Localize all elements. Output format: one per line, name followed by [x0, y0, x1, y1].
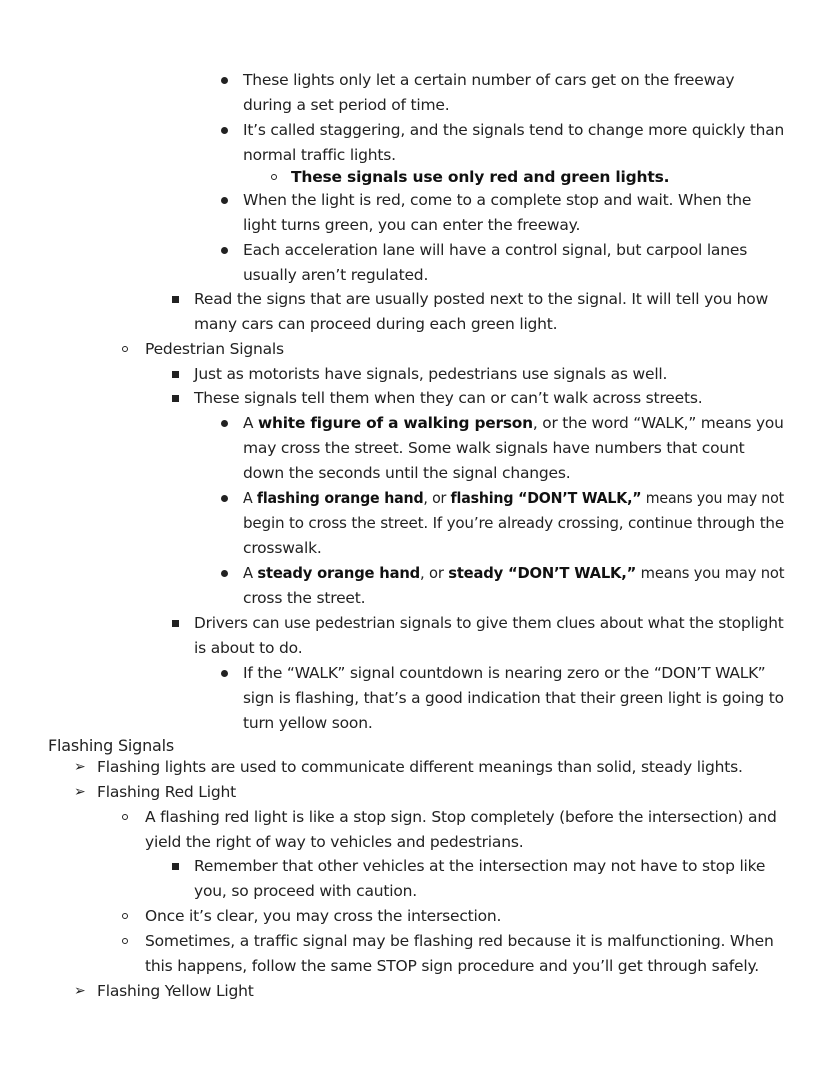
text-line: Just as motorists have signals, pedestrians use signals as well.: [194, 365, 668, 383]
text-run: , or the word “WALK,” means you: [532, 414, 784, 432]
bullet-circle-icon: [122, 814, 128, 820]
text-line: during a set period of time.: [243, 96, 450, 114]
text-line: light turns green, you can enter the freeway.: [243, 216, 581, 234]
text-run: , or: [423, 489, 451, 507]
text-line: Each acceleration lane will have a control signal, but carpool lanes: [243, 241, 748, 259]
bold-text: steady “DON’T WALK,”: [448, 564, 637, 582]
bullet-dot-icon: [221, 77, 228, 84]
text-line: this happens, follow the same STOP sign procedure and you’ll get through safely.: [145, 957, 759, 975]
bold-text: flashing “DON’T WALK,”: [450, 489, 642, 507]
text-line: many cars can proceed during each green light.: [194, 315, 558, 333]
text-line: When the light is red, come to a complete stop and wait. When the: [243, 191, 752, 209]
text-line: Pedestrian Signals: [145, 340, 284, 358]
text-line: sign is flashing, that’s a good indication that their green light is going to: [243, 689, 784, 707]
text-run: A: [243, 414, 259, 432]
text-line: A flashing red light is like a stop sign. Stop completely (before the intersection) and: [145, 808, 777, 826]
arrow-bullet-icon: ➢: [74, 759, 86, 775]
text-line: Flashing Red Light: [97, 783, 236, 801]
text-line: Once it’s clear, you may cross the intersection.: [145, 907, 502, 925]
text-line: Read the signs that are usually posted next to the signal. It will tell you how: [194, 290, 769, 308]
text-line: you, so proceed with caution.: [194, 882, 418, 900]
bullet-square-icon: [172, 296, 179, 303]
text-line: It’s called staggering, and the signals tend to change more quickly than: [243, 121, 785, 139]
text-line: Flashing Yellow Light: [97, 982, 254, 1000]
text-line: These signals tell them when they can or can’t walk across streets.: [194, 389, 703, 407]
text-line: begin to cross the street. If you’re already crossing, continue through the: [243, 514, 784, 532]
text-run: means you may not: [636, 564, 785, 582]
bullet-dot-icon: [221, 197, 228, 204]
text-run: A: [243, 489, 257, 507]
bullet-square-icon: [172, 395, 179, 402]
text-line: crosswalk.: [243, 539, 322, 557]
bold-text: steady orange hand: [257, 564, 421, 582]
bullet-square-icon: [172, 371, 179, 378]
text-line: turn yellow soon.: [243, 714, 373, 732]
bullet-dot-icon: [221, 670, 228, 677]
bullet-circle-icon: [122, 938, 128, 944]
bullet-dot-icon: [221, 420, 228, 427]
bullet-circle-icon: [122, 913, 128, 919]
text-line: is about to do.: [194, 639, 303, 657]
text-line: normal traffic lights.: [243, 146, 396, 164]
text-run: A: [243, 564, 258, 582]
text-line: [243, 486, 784, 511]
text-line: may cross the street. Some walk signals have numbers that count: [243, 439, 745, 457]
bullet-circle-icon: [271, 174, 277, 180]
bold-text: flashing orange hand: [256, 489, 424, 507]
text-line: Remember that other vehicles at the intersection may not have to stop like: [194, 857, 766, 875]
text-line: Sometimes, a traffic signal may be flashing red because it is malfunctioning. When: [145, 932, 774, 950]
bullet-dot-icon: [221, 495, 228, 502]
text-line: [243, 561, 784, 586]
text-line: These signals use only red and green lights.: [291, 168, 670, 186]
arrow-bullet-icon: ➢: [74, 784, 86, 800]
section-heading: Flashing Signals: [48, 736, 175, 755]
bullet-dot-icon: [221, 127, 228, 134]
text-line: usually aren’t regulated.: [243, 266, 429, 284]
text-line: down the seconds until the signal changes.: [243, 464, 571, 482]
text-line: [243, 411, 784, 436]
bullet-dot-icon: [221, 570, 228, 577]
bullet-square-icon: [172, 863, 179, 870]
arrow-bullet-icon: ➢: [74, 983, 86, 999]
text-line: Flashing lights are used to communicate different meanings than solid, steady lights.: [97, 758, 743, 776]
text-line: yield the right of way to vehicles and pedestrians.: [145, 833, 524, 851]
text-line: Drivers can use pedestrian signals to give them clues about what the stoplight: [194, 614, 784, 632]
text-run: , or: [420, 564, 449, 582]
bullet-square-icon: [172, 620, 179, 627]
bullet-circle-icon: [122, 346, 128, 352]
text-line: These lights only let a certain number of cars get on the freeway: [243, 71, 735, 89]
text-run: means you may not: [641, 489, 784, 507]
bold-text: white figure of a walking person: [258, 414, 533, 432]
text-line: cross the street.: [243, 589, 366, 607]
bullet-dot-icon: [221, 247, 228, 254]
text-line: If the “WALK” signal countdown is nearing zero or the “DON’T WALK”: [243, 664, 766, 682]
